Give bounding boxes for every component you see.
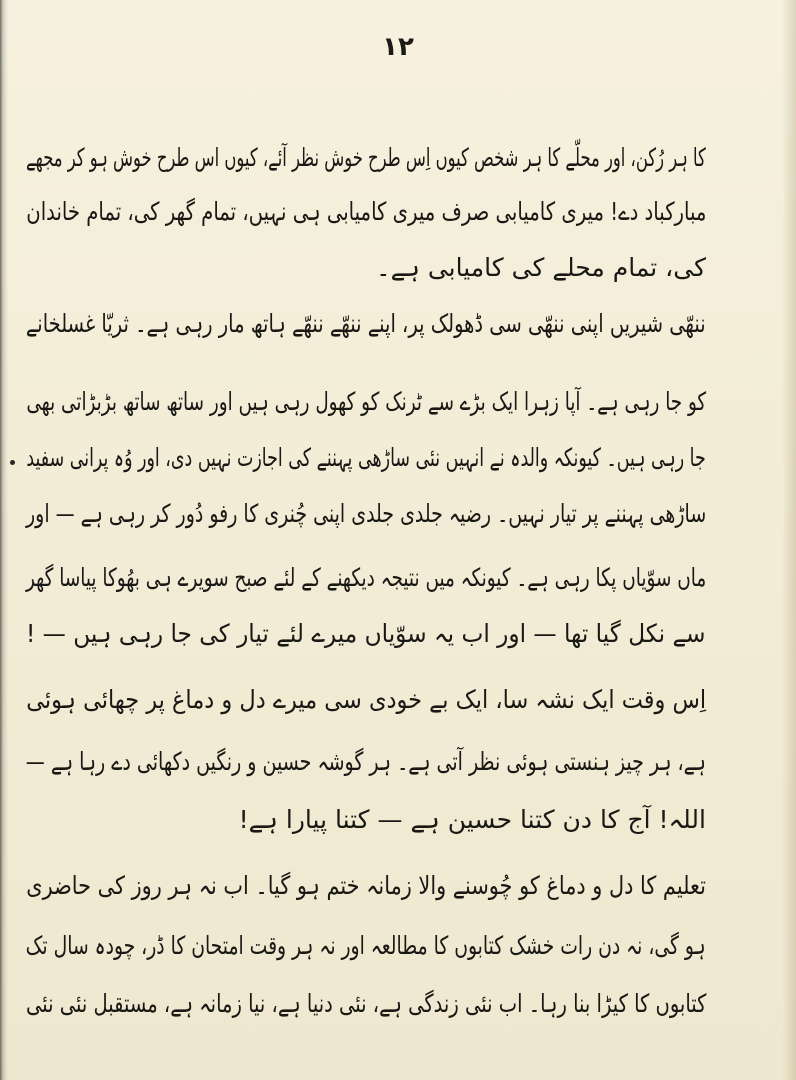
text-line-5: کو جا رہی ہے۔ آپا زہرا ایک بڑے سے ٹرنک کو کھول رہی ہیں اور ساتھ ساتھ بڑبڑاتی بھی — [26, 387, 706, 416]
text-line-6: جا رہی ہیں۔ کیونکہ والدہ نے انہیں نئی ساڑھی پہننے کی اجازت نہیں دی، اور وُہ پرانی سفید — [26, 443, 706, 472]
text-line-1: کا ہر رُکن، اور محلّے کا ہر شخص کیوں اِس طرح خوش نظر آئے، کیوں اس طرح خوش ہو کر مجھے — [26, 143, 706, 172]
text-line-3: کی، تمام محلے کی کامیابی ہے۔ — [375, 253, 706, 282]
text-line-2: مبارکباد دے! میری کامیابی صرف میری کامیابی ہی نہیں، تمام گھر کی، تمام خاندان — [25, 197, 706, 226]
text-line-13: تعلیم کا دل و دماغ کو چُوسنے والا زمانہ ختم ہو گیا۔ اب نہ ہر روز کی حاضری — [26, 871, 706, 900]
page-edge-shadow — [782, 0, 796, 1080]
text-line-15: کتابوں کا کیڑا بنا رہا۔ اب نئی زندگی ہے، نئی دنیا ہے، نیا زمانہ ہے، مستقبل نئی نئی — [25, 989, 706, 1018]
page-number: ۱۲ — [382, 32, 414, 62]
text-line-4: ننھّی شیریں اپنی ننھّی سی ڈھولک پر، اپنے ننھّے ننھّے ہاتھ مار رہی ہے۔ ثریّا غسلخانے — [26, 309, 706, 338]
text-line-11: ہے، ہر چیز ہنستی ہوئی نظر آتی ہے۔ ہر گوشہ حسین و رنگیں دکھائی دے رہا ہے — — [25, 747, 706, 776]
text-line-7: ساڑھی پہننے پر تیار نہیں۔ رضیہ جلدی جلدی اپنی چُنری کا رفو دُور کر رہی ہے — اور — [25, 499, 706, 528]
text-line-14: ہو گی، نہ دن رات خشک کتابوں کا مطالعہ اور نہ ہر وقت امتحان کا ڈر، چودہ سال تک — [26, 931, 706, 960]
text-line-12: اللہ! آج کا دن کتنا حسین ہے — کتنا پیارا ہے! — [238, 805, 706, 834]
ink-speck — [10, 460, 15, 465]
text-line-8: ماں سوّیاں پکا رہی ہے۔ کیونکہ میں نتیجہ دیکھنے کے لئے صبح سویرے ہی بھُوکا پیاسا گھر — [25, 563, 706, 592]
text-line-9: سے نکل گیا تھا — اور اب یہ سوّیاں میرے لئے تیار کی جا رہی ہیں — ! — [26, 619, 706, 648]
text-line-10: اِس وقت ایک نشہ سا، ایک بے خودی سی میرے دل و دماغ پر چھائی ہوئی — [26, 685, 706, 714]
